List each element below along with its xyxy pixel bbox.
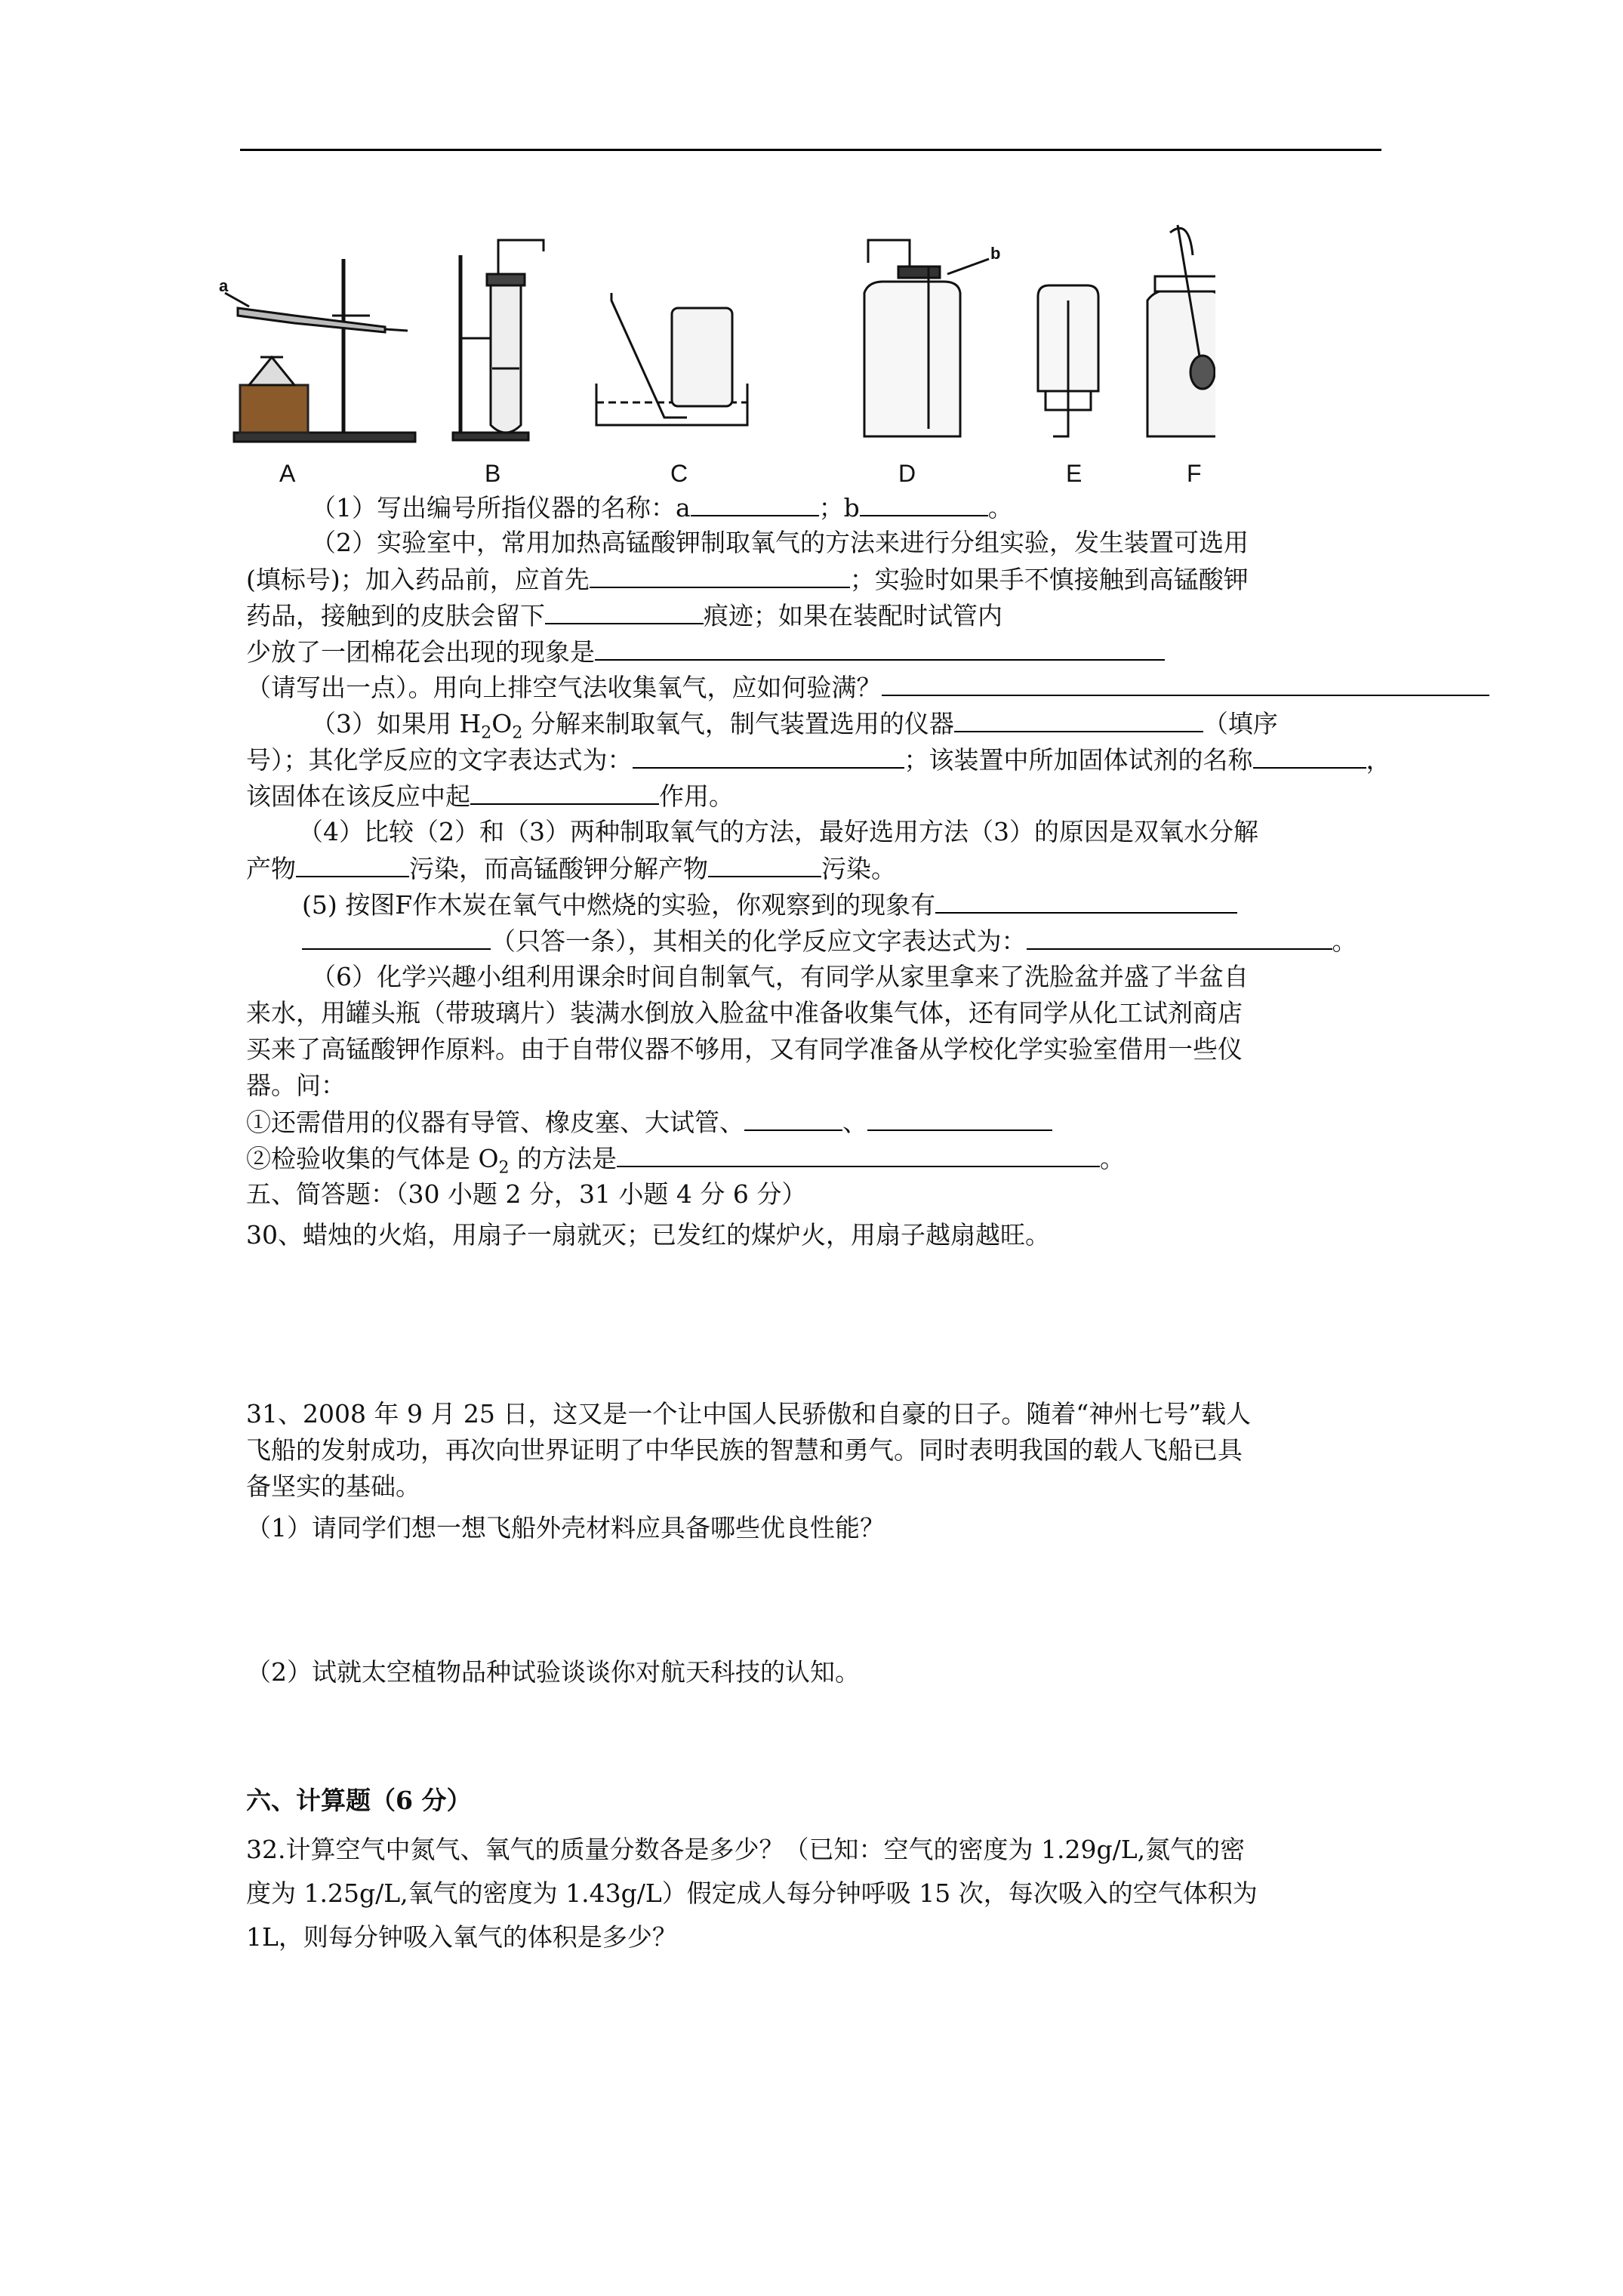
q6-line-d: 器。问： [246, 1071, 346, 1100]
question-32-b: 度为 1.25g/L,氧气的密度为 1.43g/L）假定成人每分钟呼吸 15 次，每次吸入的空气体积为 [246, 1878, 1258, 1908]
q2-line-e: （请写出一点）。用向上排空气法收集氧气，应如何验满？ [246, 672, 1489, 703]
answer-blank[interactable] [633, 744, 904, 769]
q6-line-c: 买来了高锰酸钾作原料。由于自带仪器不够用，又有同学准备从学校化学实验室借用一些仪 [246, 1034, 1243, 1064]
q6-line: （6）化学兴趣小组利用课余时间自制氧气，有同学从家里拿来了洗脸盆并盛了半盆自 [311, 962, 1249, 991]
answer-blank[interactable] [860, 492, 988, 516]
label-a: A [279, 460, 296, 487]
label-b: B [485, 460, 501, 487]
answer-blank[interactable] [935, 889, 1237, 914]
question-31-c: 备坚实的基础。 [246, 1472, 420, 1501]
pointer-a: a [219, 276, 229, 295]
apparatus-c-icon [596, 293, 747, 425]
question-31-part2: （2）试就太空植物品种试验谈谈你对航天科技的认知。 [246, 1657, 860, 1687]
answer-blank[interactable] [867, 1107, 1052, 1131]
apparatus-f-icon [1147, 225, 1215, 436]
q6-sub1: ①还需借用的仪器有导管、橡皮塞、大试管、 、 [246, 1107, 1052, 1138]
q1-line: （1）写出编号所指仪器的名称：a ；b 。 [311, 493, 1013, 522]
q3-line-c: 该固体在该反应中起 作用。 [246, 781, 734, 811]
answer-blank[interactable] [882, 672, 1489, 696]
answer-blank[interactable] [708, 853, 821, 877]
question-30: 30、蜡烛的火焰，用扇子一扇就灭；已发红的煤炉火，用扇子越扇越旺。 [246, 1220, 1050, 1250]
q3-line-b: 号）；其化学反应的文字表达式为： ；该装置中所加固体试剂的名称 ， [246, 745, 1391, 775]
label-f: F [1187, 460, 1202, 487]
q2-line-c: 药品，接触到的皮肤会留下 痕迹；如果在装配时试管内 [246, 601, 1002, 630]
question-32: 32.计算空气中氮气、氧气的质量分数各是多少？（已知：空气的密度为 1.29g/L,氮气的密 [246, 1835, 1246, 1864]
label-d: D [898, 460, 916, 487]
header-rule [240, 149, 1381, 151]
q5-line: (5) 按图F作木炭在氧气中燃烧的实验，你观察到的现象有 [302, 889, 1237, 920]
answer-blank[interactable] [302, 926, 491, 950]
question-32-c: 1L，则每分钟吸入氧气的体积是多少？ [246, 1922, 677, 1952]
section-5-heading: 五、简答题：（30 小题 2 分，31 小题 4 分 6 分） [246, 1179, 807, 1209]
answer-blank[interactable] [691, 492, 819, 516]
answer-blank[interactable] [296, 853, 409, 877]
answer-blank[interactable] [1253, 744, 1366, 769]
q4-line-b: 产物 污染，而高锰酸钾分解产物 污染。 [246, 854, 896, 883]
q2-line-d: 少放了一团棉花会出现的现象是 [246, 636, 1165, 667]
answer-blank[interactable] [470, 781, 659, 805]
q6-sub2: ②检验收集的气体是 $O_2$ 的方法是 。 [246, 1144, 1126, 1178]
q2-line: （2）实验室中，常用加热高锰酸钾制取氧气的方法来进行分组实验，发生装置可选用 [311, 528, 1249, 557]
label-c: C [670, 460, 688, 487]
q5-line-b: （只答一条），其相关的化学反应文字表达式为： 。 [302, 926, 1357, 957]
apparatus-d-icon [864, 240, 989, 436]
apparatus-e-icon [1038, 285, 1098, 436]
question-31-b: 飞船的发射成功，再次向世界证明了中华民族的智慧和勇气。同时表明我国的载人飞船已具 [246, 1435, 1243, 1465]
q3-line: （3）如果用 $H_2O_2$ 分解来制取氧气，制气装置选用的仪器 （填序 [311, 709, 1278, 743]
question-31: 31、2008 年 9 月 25 日，这又是一个让中国人民骄傲和自豪的日子。随着“神州七号”载人 [246, 1399, 1252, 1428]
answer-blank[interactable] [545, 600, 704, 624]
q6-line-b: 来水，用罐头瓶（带玻璃片）装满水倒放入脸盆中准备收集气体，还有同学从化工试剂商店 [246, 998, 1243, 1028]
answer-blank[interactable] [590, 564, 850, 588]
answer-blank[interactable] [1027, 926, 1332, 950]
apparatus-a-icon [225, 259, 415, 442]
question-31-part1: （1）请同学们想一想飞船外壳材料应具备哪些优良性能？ [246, 1513, 885, 1542]
q2-line-b: (填标号)；加入药品前，应首先 ；实验时如果手不慎接触到高锰酸钾 [246, 565, 1249, 594]
label-e: E [1066, 460, 1083, 487]
answer-blank[interactable] [954, 708, 1203, 732]
pointer-b: b [990, 244, 1001, 263]
answer-blank[interactable] [744, 1107, 842, 1131]
answer-blank[interactable] [595, 636, 1165, 661]
apparatus-figure [219, 210, 1215, 489]
apparatus-b-icon [453, 240, 544, 440]
q4-line: （4）比较（2）和（3）两种制取氧气的方法，最好选用方法（3）的原因是双氧水分解 [298, 817, 1258, 846]
answer-blank[interactable] [617, 1143, 1100, 1167]
section-6-heading: 六、计算题（6 分） [246, 1786, 472, 1815]
